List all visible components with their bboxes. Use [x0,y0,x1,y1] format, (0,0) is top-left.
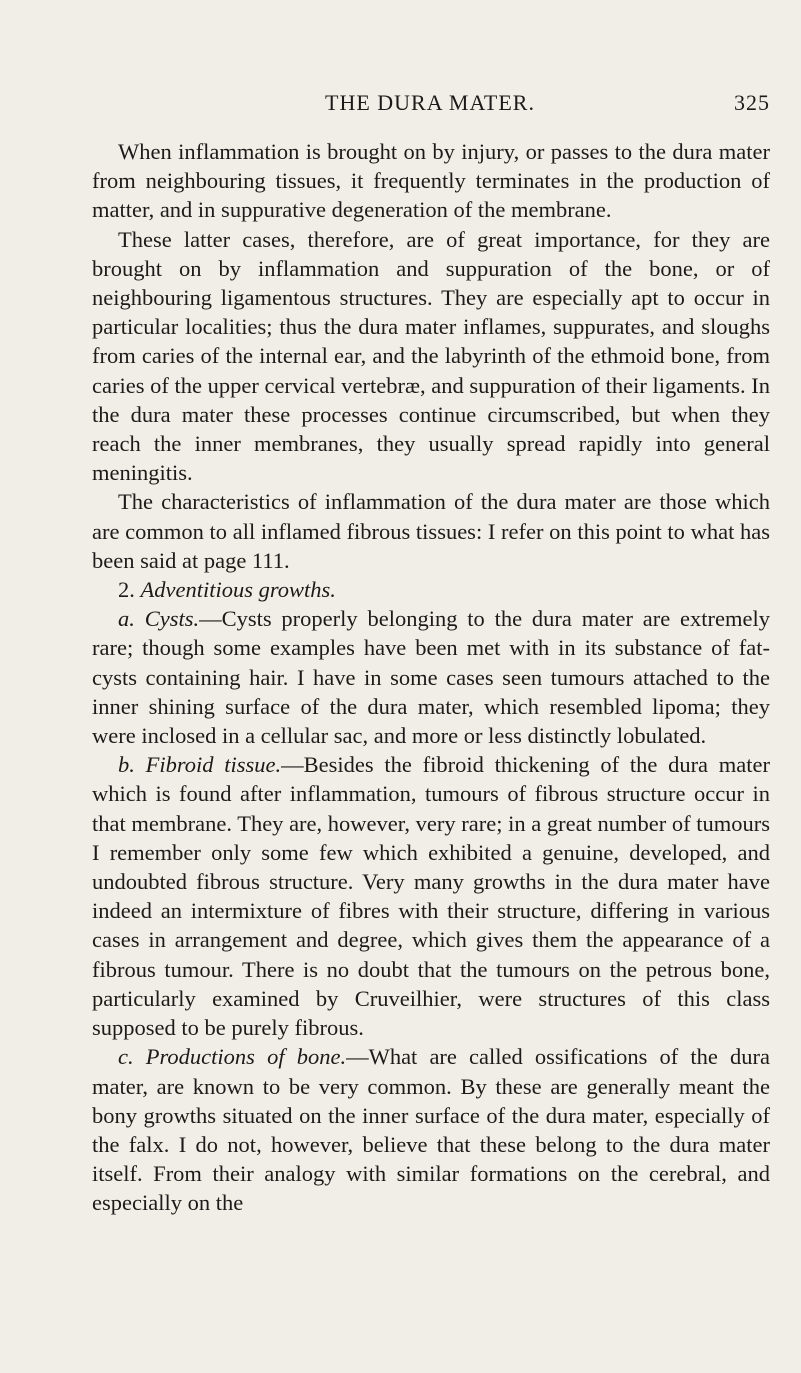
paragraph: When inflammation is brought on by injury, or passes to the dura mater from neighbouring tissues, it frequently terminates in the production of matter, and in suppurative degeneration of the membrane. [92,139,770,223]
section-title: Adventitious growths. [140,577,336,603]
subsection-label: a. [118,606,135,632]
paragraph: The characteristics of inflammation of the dura mater are those which are common to all inflamed fibrous tissues: I refer on this point to what has been said at page 111. [92,489,770,573]
subsection-fibroid-tissue [92,750,770,1042]
subsection-title: Fibroid tissue. [145,752,282,778]
subsection-cysts [92,604,770,750]
subsection-label: c. [118,1044,134,1070]
section-heading [92,575,770,604]
subsection-text: —What are called ossifications of the dura mater, are known to be very common. By these are generally meant the bony growths situated on the inner surface of the dura mater, especially of the falx. I do not, however, believe that these belong to the dura mater itself. From their analogy with similar formations on the cerebral, and especially on the [92,1044,771,1216]
subsection-text: —Besides the fibroid thickening of the dura mater which is found after inflammation, tumours of fibrous structure occur in that membrane. They are, however, very rare; in a great number of tumours I remember only some few which exhibited a genuine, developed, and undoubted fibrous structure. Very many growths in the dura mater have indeed an intermixture of fibres with their structure, differing in various cases in arrangement and degree, which gives them the appearance of a fibrous tumour. There is no doubt that the tumours on the petrous bone, particularly examined by Cruveilhier, were structures of this class supposed to be purely fibrous. [92,752,771,1041]
running-title: THE DURA MATER. [325,90,535,115]
subsection-label: b. [118,752,135,778]
subsection-productions-of-bone [92,1042,770,1217]
paragraph: These latter cases, therefore, are of great importance, for they are brought on by inflammation and suppuration of the bone, or of neighbouring ligamentous structures. They are especially apt to occur in particular localities; thus the dura mater inflames, suppurates, and sloughs from caries of the internal ear, and the labyrinth of the ethmoid bone, from caries of the upper cervical vertebræ, and suppuration of their ligaments. In the dura mater these processes continue circumscribed, but when they reach the inner membranes, they usually spread rapidly into general meningitis. [92,226,770,486]
running-head [90,84,770,124]
page-number: 325 [734,90,770,115]
section-number: 2. [118,577,135,603]
subsection-title: Productions of bone. [145,1044,347,1070]
body-text [92,137,770,1218]
subsection-title: Cysts. [144,606,200,632]
subsection-text: —Cysts properly belonging to the dura mater are extremely rare; though some examples have been met with in its substance of fat-cysts containing hair. I have in some cases seen tumours attached to the inner shining surface of the dura mater, which resembled lipoma; they were inclosed in a cellular sac, and more or less distinctly lobulated. [92,606,771,749]
